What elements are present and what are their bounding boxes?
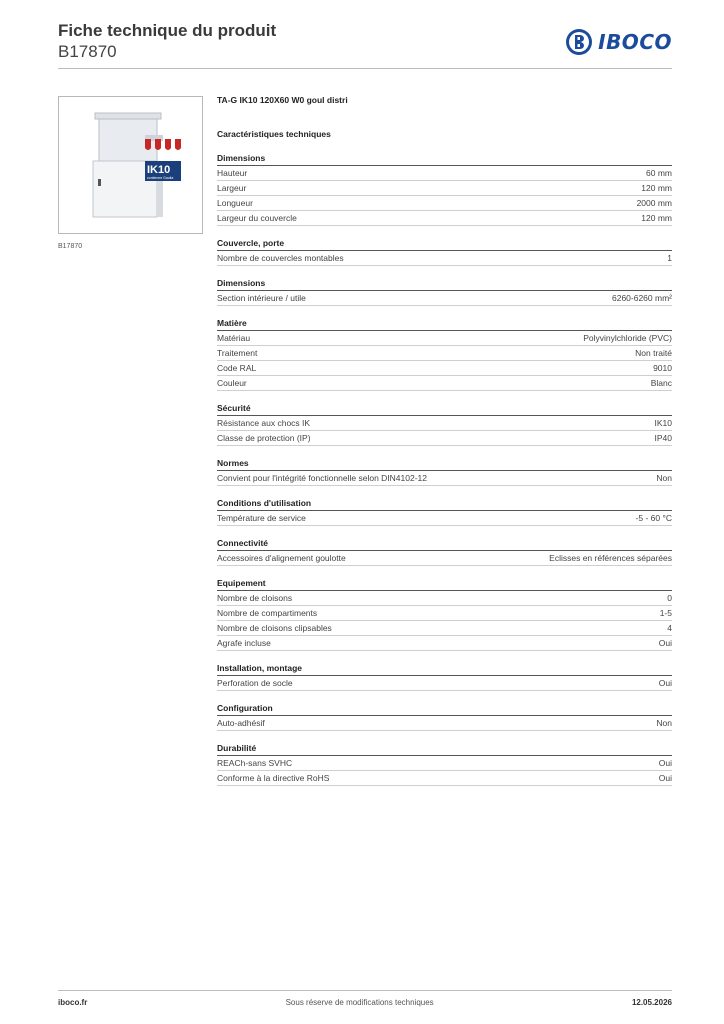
spec-value: Blanc bbox=[650, 378, 672, 388]
spec-row bbox=[217, 716, 672, 731]
spec-value: IP40 bbox=[654, 433, 672, 443]
section-title: Installation, montage bbox=[217, 661, 672, 676]
spec-label: REACh-sans SVHC bbox=[217, 758, 293, 768]
spec-row bbox=[217, 756, 672, 771]
footer-site-link[interactable]: iboco.fr bbox=[58, 998, 88, 1007]
spec-row bbox=[217, 591, 672, 606]
spec-value: 120 mm bbox=[641, 213, 672, 223]
spec-value: Non bbox=[656, 473, 672, 483]
spec-content bbox=[217, 93, 672, 786]
spec-row bbox=[217, 331, 672, 346]
section-title: Sécurité bbox=[217, 401, 672, 416]
spec-label: Hauteur bbox=[217, 168, 248, 178]
footer-date: 12.05.2026 bbox=[631, 998, 672, 1007]
spec-value: Oui bbox=[658, 638, 672, 648]
spec-label: Auto-adhésif bbox=[217, 718, 265, 728]
brand-name: IBOCO bbox=[598, 30, 672, 54]
spec-value: Non bbox=[656, 718, 672, 728]
section-title: Configuration bbox=[217, 701, 672, 716]
spec-row bbox=[217, 166, 672, 181]
spec-value: Oui bbox=[658, 758, 672, 768]
product-illustration bbox=[59, 97, 202, 233]
page-header bbox=[58, 20, 276, 62]
spec-label: Traitement bbox=[217, 348, 258, 358]
spec-row bbox=[217, 621, 672, 636]
spec-value: 0 bbox=[667, 593, 672, 603]
spec-value: Eclisses en références séparées bbox=[549, 553, 672, 563]
spec-row bbox=[217, 376, 672, 391]
footer-divider bbox=[58, 990, 672, 991]
spec-section bbox=[217, 741, 672, 786]
spec-section bbox=[217, 316, 672, 391]
spec-section bbox=[217, 536, 672, 566]
header-divider bbox=[58, 68, 672, 69]
spec-row bbox=[217, 636, 672, 651]
spec-value: 1 bbox=[667, 253, 672, 263]
spec-sections bbox=[217, 151, 672, 786]
spec-row bbox=[217, 361, 672, 376]
spec-row bbox=[217, 291, 672, 306]
spec-label: Nombre de cloisons bbox=[217, 593, 293, 603]
iboco-logo-icon bbox=[565, 28, 593, 56]
spec-row bbox=[217, 416, 672, 431]
spec-value: 6260-6260 mm² bbox=[611, 293, 672, 303]
spec-value: 60 mm bbox=[646, 168, 672, 178]
spec-label: Accessoires d'alignement goulotte bbox=[217, 553, 346, 563]
spec-section bbox=[217, 236, 672, 266]
ik10-badge-subtext: contienne Gaulia bbox=[147, 176, 174, 180]
spec-row bbox=[217, 606, 672, 621]
image-caption: B17870 bbox=[58, 243, 83, 250]
page-title: Fiche technique du produit bbox=[58, 21, 277, 40]
spec-section bbox=[217, 576, 672, 651]
product-name: TA-G IK10 120X60 W0 goul distri bbox=[217, 95, 348, 105]
spec-section bbox=[217, 661, 672, 691]
spec-row bbox=[217, 511, 672, 526]
spec-value: 4 bbox=[667, 623, 672, 633]
spec-label: Température de service bbox=[217, 513, 306, 523]
spec-value: Polyvinylchloride (PVC) bbox=[583, 333, 672, 343]
spec-value: 120 mm bbox=[641, 183, 672, 193]
spec-section bbox=[217, 701, 672, 731]
spec-value: -5 - 60 °C bbox=[635, 513, 672, 523]
brand-logo[interactable] bbox=[565, 28, 672, 56]
spec-label: Nombre de couvercles montables bbox=[217, 253, 344, 263]
spec-label: Section intérieure / utile bbox=[217, 293, 306, 303]
spec-row bbox=[217, 771, 672, 786]
spec-row bbox=[217, 431, 672, 446]
section-title: Connectivité bbox=[217, 536, 672, 551]
spec-value: Oui bbox=[658, 773, 672, 783]
spec-row bbox=[217, 251, 672, 266]
spec-label: Perforation de socle bbox=[217, 678, 293, 688]
spec-section bbox=[217, 496, 672, 526]
section-title: Normes bbox=[217, 456, 672, 471]
spec-section bbox=[217, 456, 672, 486]
spec-value: Oui bbox=[658, 678, 672, 688]
footer-note: Sous réserve de modifications techniques bbox=[285, 998, 434, 1007]
spec-value: 9010 bbox=[653, 363, 672, 373]
page-footer bbox=[58, 998, 672, 1007]
spec-label: Conforme à la directive RoHS bbox=[217, 773, 330, 783]
spec-label: Résistance aux chocs IK bbox=[217, 418, 311, 428]
spec-heading: Caractéristiques techniques bbox=[217, 129, 331, 139]
spec-row bbox=[217, 676, 672, 691]
spec-label: Longueur bbox=[217, 198, 253, 208]
product-image bbox=[58, 96, 203, 234]
section-title: Durabilité bbox=[217, 741, 672, 756]
spec-value: Non traité bbox=[635, 348, 672, 358]
product-code: B17870 bbox=[58, 42, 117, 61]
section-title: Dimensions bbox=[217, 276, 672, 291]
spec-label: Matériau bbox=[217, 333, 251, 343]
spec-value: 2000 mm bbox=[636, 198, 672, 208]
section-title: Dimensions bbox=[217, 151, 672, 166]
section-title: Equipement bbox=[217, 576, 672, 591]
spec-value: 1-5 bbox=[659, 608, 672, 618]
spec-label: Code RAL bbox=[217, 363, 257, 373]
section-title: Conditions d'utilisation bbox=[217, 496, 672, 511]
section-title: Matière bbox=[217, 316, 672, 331]
spec-label: Convient pour l'intégrité fonctionnelle selon DIN4102-12 bbox=[217, 473, 428, 483]
spec-label: Nombre de cloisons clipsables bbox=[217, 623, 332, 633]
spec-label: Largeur bbox=[217, 183, 247, 193]
section-title: Couvercle, porte bbox=[217, 236, 672, 251]
spec-section bbox=[217, 401, 672, 446]
spec-row bbox=[217, 471, 672, 486]
spec-label: Couleur bbox=[217, 378, 247, 388]
spec-section bbox=[217, 276, 672, 306]
spec-value: IK10 bbox=[654, 418, 672, 428]
spec-label: Classe de protection (IP) bbox=[217, 433, 311, 443]
ik10-badge-text: IK10 bbox=[147, 164, 171, 176]
spec-row bbox=[217, 196, 672, 211]
spec-label: Agrafe incluse bbox=[217, 638, 271, 648]
spec-label: Largeur du couvercle bbox=[217, 213, 297, 223]
spec-row bbox=[217, 211, 672, 226]
spec-section bbox=[217, 151, 672, 226]
spec-row bbox=[217, 551, 672, 566]
spec-label: Nombre de compartiments bbox=[217, 608, 318, 618]
spec-row bbox=[217, 346, 672, 361]
spec-row bbox=[217, 181, 672, 196]
